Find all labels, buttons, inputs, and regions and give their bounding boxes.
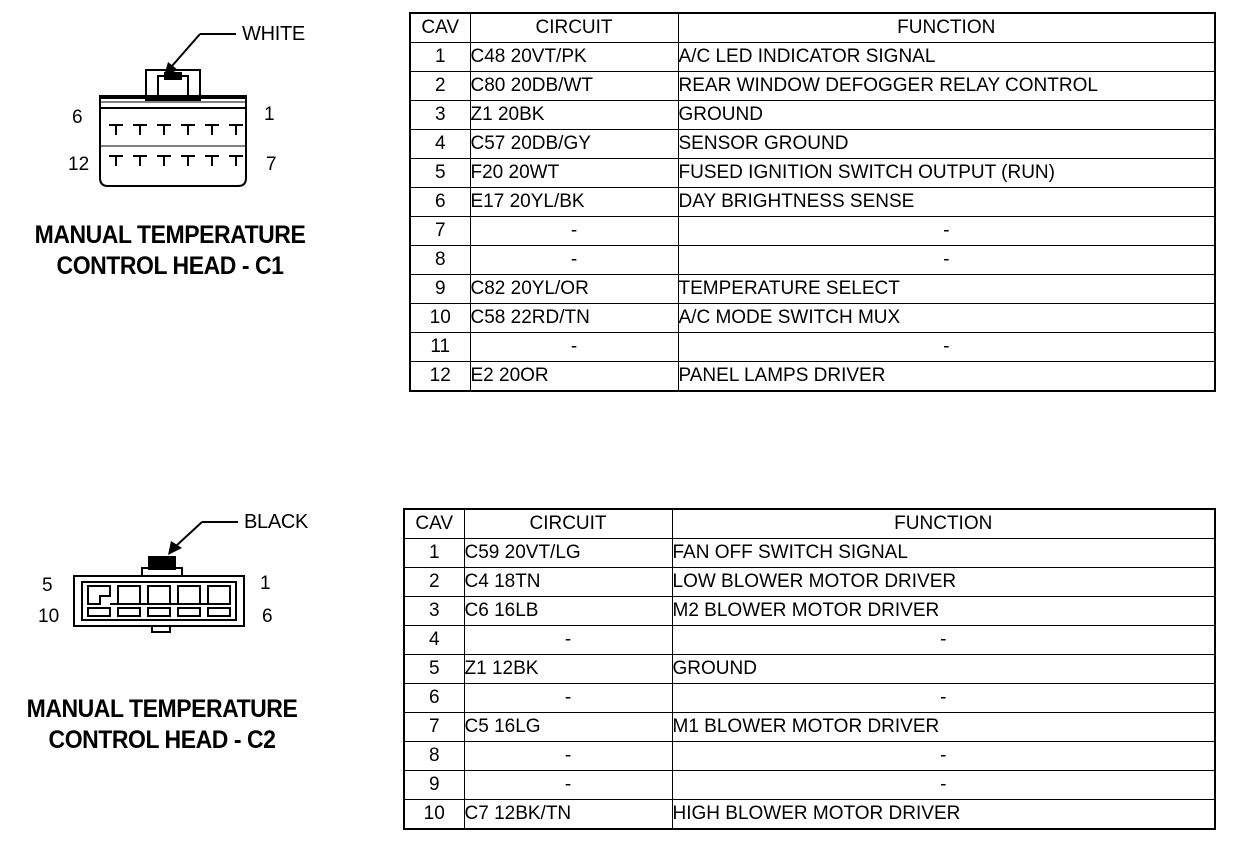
- function-cell: GROUND: [678, 101, 1215, 130]
- c2-title-line2: CONTROL HEAD - C2: [48, 726, 276, 754]
- table-row: [404, 771, 1215, 800]
- table-row: [404, 568, 1215, 597]
- cav-cell: 9: [404, 771, 464, 800]
- table-row: [410, 304, 1215, 333]
- c1-table-header-row: [410, 13, 1215, 43]
- circuit-cell: C58 22RD/TN: [470, 304, 678, 333]
- cav-cell: 8: [404, 742, 464, 771]
- cav-cell: 1: [404, 539, 464, 568]
- function-cell: A/C MODE SWITCH MUX: [678, 304, 1215, 333]
- circuit-cell: C82 20YL/OR: [470, 275, 678, 304]
- cav-cell: 4: [410, 130, 470, 159]
- c2-pin-label-top-right: 1: [260, 573, 271, 594]
- circuit-cell: -: [464, 742, 672, 771]
- cav-cell: 2: [410, 72, 470, 101]
- c1-pin-label-bottom-right: 7: [266, 154, 277, 175]
- cav-cell: 6: [410, 188, 470, 217]
- c2-pin-label-bottom-right: 6: [262, 606, 273, 627]
- c2-connector-diagram: [30, 498, 320, 638]
- table-row: [404, 597, 1215, 626]
- function-cell: DAY BRIGHTNESS SENSE: [678, 188, 1215, 217]
- cav-cell: 9: [410, 275, 470, 304]
- circuit-cell: -: [464, 684, 672, 713]
- function-cell: SENSOR GROUND: [678, 130, 1215, 159]
- c2-pin-label-bottom-left: 10: [38, 606, 60, 627]
- c1-title-line1: MANUAL TEMPERATURE: [34, 221, 306, 249]
- cav-cell: 8: [410, 246, 470, 275]
- cav-cell: 6: [404, 684, 464, 713]
- table-row: [410, 159, 1215, 188]
- circuit-cell: E17 20YL/BK: [470, 188, 678, 217]
- cav-cell: 10: [404, 800, 464, 830]
- cav-cell: 3: [410, 101, 470, 130]
- circuit-cell: -: [464, 771, 672, 800]
- table-row: [410, 362, 1215, 392]
- c2-title-line1: MANUAL TEMPERATURE: [26, 695, 298, 723]
- c1-color-label: WHITE: [242, 23, 305, 45]
- table-row: [404, 684, 1215, 713]
- circuit-cell: -: [470, 246, 678, 275]
- function-cell: A/C LED INDICATOR SIGNAL: [678, 43, 1215, 72]
- c1-connector-diagram: [60, 18, 320, 198]
- function-cell: TEMPERATURE SELECT: [678, 275, 1215, 304]
- circuit-cell: -: [470, 217, 678, 246]
- table-row: [410, 246, 1215, 275]
- c1-pin-label-top-left: 6: [72, 107, 83, 128]
- function-cell: GROUND: [672, 655, 1215, 684]
- function-cell: -: [672, 684, 1215, 713]
- c2-title: [24, 694, 300, 756]
- c1-pin-table: [409, 12, 1216, 392]
- circuit-cell: C7 12BK/TN: [464, 800, 672, 830]
- function-cell: -: [672, 742, 1215, 771]
- cav-cell: 2: [404, 568, 464, 597]
- function-cell: M1 BLOWER MOTOR DRIVER: [672, 713, 1215, 742]
- c1-header-cav: CAV: [410, 13, 470, 43]
- cav-cell: 4: [404, 626, 464, 655]
- function-cell: -: [678, 246, 1215, 275]
- circuit-cell: C4 18TN: [464, 568, 672, 597]
- cav-cell: 1: [410, 43, 470, 72]
- circuit-cell: F20 20WT: [470, 159, 678, 188]
- cav-cell: 7: [410, 217, 470, 246]
- table-row: [410, 43, 1215, 72]
- function-cell: LOW BLOWER MOTOR DRIVER: [672, 568, 1215, 597]
- cav-cell: 7: [404, 713, 464, 742]
- circuit-cell: C59 20VT/LG: [464, 539, 672, 568]
- c1-header-function: FUNCTION: [678, 13, 1215, 43]
- table-row: [404, 655, 1215, 684]
- function-cell: REAR WINDOW DEFOGGER RELAY CONTROL: [678, 72, 1215, 101]
- cav-cell: 3: [404, 597, 464, 626]
- c2-section: [0, 490, 1248, 860]
- circuit-cell: C57 20DB/GY: [470, 130, 678, 159]
- c2-header-cav: CAV: [404, 509, 464, 539]
- circuit-cell: Z1 20BK: [470, 101, 678, 130]
- circuit-cell: C48 20VT/PK: [470, 43, 678, 72]
- circuit-cell: -: [470, 333, 678, 362]
- table-row: [410, 72, 1215, 101]
- table-row: [404, 800, 1215, 830]
- circuit-cell: -: [464, 626, 672, 655]
- c2-header-circuit: CIRCUIT: [464, 509, 672, 539]
- c2-table-header-row: [404, 509, 1215, 539]
- c1-header-circuit: CIRCUIT: [470, 13, 678, 43]
- cav-cell: 11: [410, 333, 470, 362]
- circuit-cell: C5 16LG: [464, 713, 672, 742]
- table-row: [410, 130, 1215, 159]
- cav-cell: 10: [410, 304, 470, 333]
- function-cell: FAN OFF SWITCH SIGNAL: [672, 539, 1215, 568]
- c2-pin-label-top-left: 5: [42, 575, 53, 596]
- circuit-cell: C80 20DB/WT: [470, 72, 678, 101]
- table-row: [410, 275, 1215, 304]
- c1-title-line2: CONTROL HEAD - C1: [56, 252, 284, 280]
- cav-cell: 12: [410, 362, 470, 392]
- table-row: [410, 188, 1215, 217]
- circuit-cell: E2 20OR: [470, 362, 678, 392]
- circuit-cell: C6 16LB: [464, 597, 672, 626]
- function-cell: HIGH BLOWER MOTOR DRIVER: [672, 800, 1215, 830]
- c1-title: [32, 220, 308, 282]
- function-cell: PANEL LAMPS DRIVER: [678, 362, 1215, 392]
- c2-color-label: BLACK: [244, 511, 309, 533]
- table-row: [410, 333, 1215, 362]
- cav-cell: 5: [404, 655, 464, 684]
- c1-pin-label-top-right: 1: [264, 104, 275, 125]
- c2-header-function: FUNCTION: [672, 509, 1215, 539]
- function-cell: FUSED IGNITION SWITCH OUTPUT (RUN): [678, 159, 1215, 188]
- cav-cell: 5: [410, 159, 470, 188]
- function-cell: -: [678, 333, 1215, 362]
- table-row: [410, 101, 1215, 130]
- table-row: [404, 626, 1215, 655]
- circuit-cell: Z1 12BK: [464, 655, 672, 684]
- table-row: [404, 713, 1215, 742]
- function-cell: -: [672, 626, 1215, 655]
- function-cell: -: [672, 771, 1215, 800]
- function-cell: M2 BLOWER MOTOR DRIVER: [672, 597, 1215, 626]
- table-row: [404, 539, 1215, 568]
- c1-pin-label-bottom-left: 12: [68, 154, 90, 175]
- c2-pin-table: [403, 508, 1216, 830]
- function-cell: -: [678, 217, 1215, 246]
- table-row: [410, 217, 1215, 246]
- table-row: [404, 742, 1215, 771]
